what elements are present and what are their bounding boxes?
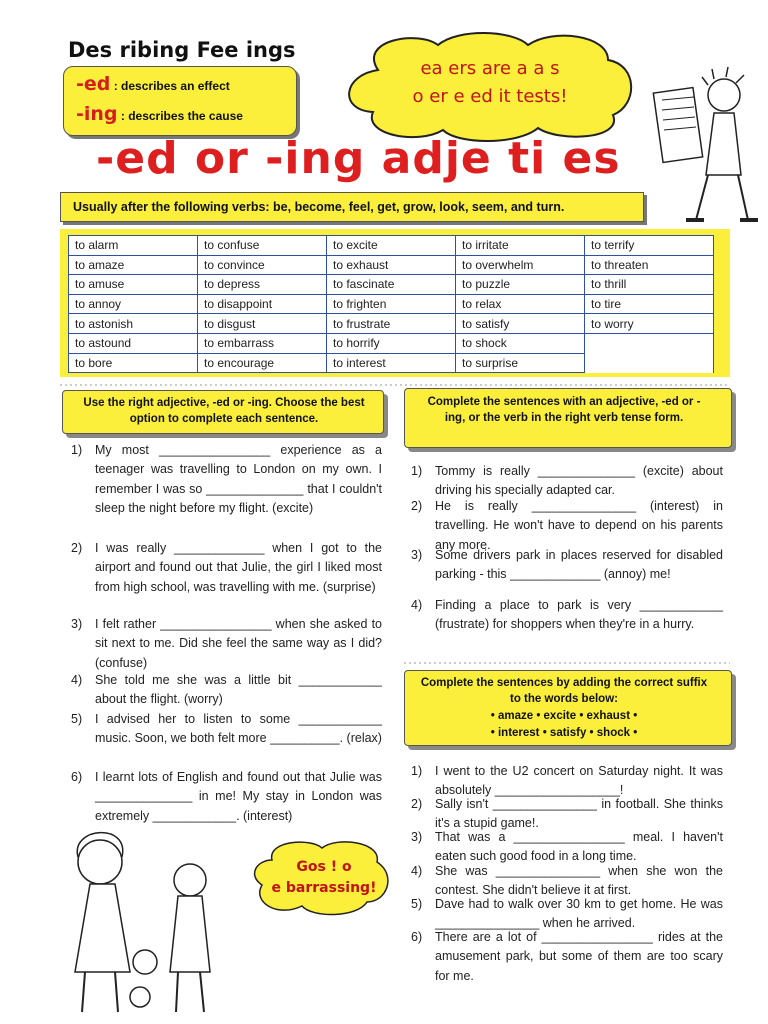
speech-line-2: e barrassing! [271, 880, 377, 896]
verb-cell: to terrify [585, 236, 714, 256]
exercise-text: I advised her to listen to some ____________ music. Soon, we both felt more __________. (relax) [95, 712, 382, 746]
verb-cell: to disappoint [198, 294, 327, 314]
exercise-text: I learnt lots of English and found out that Julie was ______________ in me! My stay in London was extremely ____________. (interest) [95, 770, 382, 823]
exercise-text: Sally isn't _______________ in football. She thinks it's a stupid game!. [435, 797, 723, 831]
verb-cell: to amuse [69, 275, 198, 295]
exercise-item [411, 828, 723, 867]
dotted-separator-2 [0, 660, 768, 666]
exercise-number: 4) [411, 864, 423, 878]
word-bank-line-2: • interest • satisfy • shock • [490, 727, 638, 739]
exercise-text: He is really _______________ (interest) in travelling. He won't have to depend on his parents any more. [435, 499, 723, 552]
exercise-number: 6) [71, 770, 83, 784]
verb-table-panel [60, 229, 730, 377]
verb-cell: to relax [456, 294, 585, 314]
exercise-item [411, 596, 723, 635]
verb-cell: to overwhelm [456, 255, 585, 275]
exercise-text: Some drivers park in places reserved for disabled parking - this _____________ (annoy) me! [435, 548, 723, 582]
exercise-item [71, 671, 382, 710]
verb-table-row [69, 255, 714, 275]
exercise-item [411, 546, 723, 585]
exercise-text: I felt rather ________________ when she asked to sit next to me. Did she feel the same way as I did? (confuse) [95, 617, 382, 670]
exercise-number: 1) [411, 764, 423, 778]
verb-cell: to tire [585, 294, 714, 314]
verb-cell: to alarm [69, 236, 198, 256]
exercise-number: 3) [411, 548, 423, 562]
verb-cell [585, 353, 714, 373]
verb-table-row [69, 275, 714, 295]
teacher-illustration [636, 55, 766, 235]
verb-cell: to encourage [198, 353, 327, 373]
rule-box [63, 66, 297, 136]
ed-suffix: -ed [76, 73, 111, 95]
exercise-item [71, 768, 382, 826]
verb-cell: to horrify [327, 333, 456, 353]
exercise-text: She was _______________ when she won the contest. She didn't believe it at first. [435, 864, 723, 898]
verbs-note-text: Usually after the following verbs: be, become, feel, get, grow, look, seem, and turn. [73, 200, 565, 214]
verb-cell: to frustrate [327, 314, 456, 334]
speech-line-1: Gos ! o [296, 859, 352, 875]
page-title: -ed or -ing adje ti es [96, 133, 621, 184]
exercise-item [71, 710, 382, 749]
exercise-number: 2) [71, 541, 83, 555]
exercise-number: 2) [411, 499, 423, 513]
verb-cell: to astonish [69, 314, 198, 334]
verb-table-row [69, 236, 714, 256]
left-instruction: Use the right adjective, -ed or -ing. Choose the best option to complete each sentence. [83, 397, 365, 425]
verb-cell: to thrill [585, 275, 714, 295]
exercise-number: 5) [71, 712, 83, 726]
exercise-text: I went to the U2 concert on Saturday night. It was absolutely __________________! [435, 764, 723, 798]
verb-cell: to excite [327, 236, 456, 256]
verb-cell: to astound [69, 333, 198, 353]
exercise-text: There are a lot of ________________ rides at the amusement park, but some of them are too scary for me. [435, 930, 723, 983]
exercise-text: Dave had to walk over 30 km to get home. He was _______________ when he arrived. [435, 897, 723, 931]
exercise-item [71, 441, 382, 519]
bubble-line-1: ea ers are a a s [420, 58, 560, 79]
verb-cell: to surprise [456, 353, 585, 373]
exercise-text: She told me she was a little bit ____________ about the flight. (worry) [95, 673, 382, 707]
verb-cell: to annoy [69, 294, 198, 314]
verb-cell: to convince [198, 255, 327, 275]
ing-suffix: -ing [76, 103, 118, 125]
verb-cell: to depress [198, 275, 327, 295]
verb-table [68, 235, 714, 373]
exercise-text: Tommy is really ______________ (excite) about driving his specially adapted car. [435, 464, 723, 498]
exercise-text: My most ________________ experience as a teenager was travelling to London on my own. I remember I was so ______________ that I couldn't sleep the night before my flight. (excite) [95, 443, 382, 516]
exercise-text: I was really _____________ when I got to the airport and found out that Julie, the girl I liked most from high school, was travelling with me. (surprise) [95, 541, 382, 594]
speech-bubble [252, 840, 392, 918]
verb-cell: to fascinate [327, 275, 456, 295]
exercise-number: 3) [71, 617, 83, 631]
right-instruction-box-2 [404, 670, 732, 746]
rule-ed [76, 73, 230, 95]
right-instruction-2: Complete the sentences by adding the correct suffix to the words below: [420, 677, 708, 705]
verb-cell: to puzzle [456, 275, 585, 295]
ing-rule-text: : describes the cause [120, 109, 243, 123]
exercise-text: Finding a place to park is very ____________ (frustrate) for shoppers when they're in a hurry. [435, 598, 723, 632]
exercise-number: 2) [411, 797, 423, 811]
exercise-number: 1) [71, 443, 83, 457]
exercise-number: 4) [71, 673, 83, 687]
right-instruction-1: Complete the sentences with an adjective, -ed or -ing, or the verb in the right verb tense form. [427, 396, 701, 424]
verbs-note [60, 192, 644, 222]
verb-table-row [69, 333, 714, 353]
exercise-number: 1) [411, 464, 423, 478]
worksheet-subtitle: Des ribing Fee ings [68, 38, 296, 62]
verb-cell: to satisfy [456, 314, 585, 334]
verb-cell: to exhaust [327, 255, 456, 275]
verb-cell: to frighten [327, 294, 456, 314]
exercise-number: 6) [411, 930, 423, 944]
rule-ing [76, 103, 243, 125]
verb-table-row [69, 353, 714, 373]
verb-cell: to disgust [198, 314, 327, 334]
exercise-item [71, 539, 382, 597]
verb-cell: to worry [585, 314, 714, 334]
verb-cell: to confuse [198, 236, 327, 256]
verb-cell [585, 333, 714, 353]
verb-cell: to shock [456, 333, 585, 353]
ed-rule-text: : describes an effect [113, 79, 230, 93]
embarrassed-girl-illustration [60, 822, 250, 1017]
verb-cell: to amaze [69, 255, 198, 275]
verb-cell: to interest [327, 353, 456, 373]
verb-cell: to bore [69, 353, 198, 373]
left-instruction-box [62, 390, 384, 434]
exercise-item [411, 462, 723, 501]
verb-table-row [69, 314, 714, 334]
verb-table-row [69, 294, 714, 314]
bubble-line-2: o er e ed it tests! [412, 86, 568, 107]
exercise-item [411, 928, 723, 986]
exercise-number: 5) [411, 897, 423, 911]
word-bank-line-1: • amaze • excite • exhaust • [490, 710, 638, 722]
verb-cell: to irritate [456, 236, 585, 256]
exercise-text: That was a ________________ meal. I haven't eaten such good food in a long time. [435, 830, 723, 864]
exercise-number: 4) [411, 598, 423, 612]
verb-cell: to threaten [585, 255, 714, 275]
verb-cell: to embarrass [198, 333, 327, 353]
right-instruction-box-1 [404, 388, 732, 448]
exercise-number: 3) [411, 830, 423, 844]
